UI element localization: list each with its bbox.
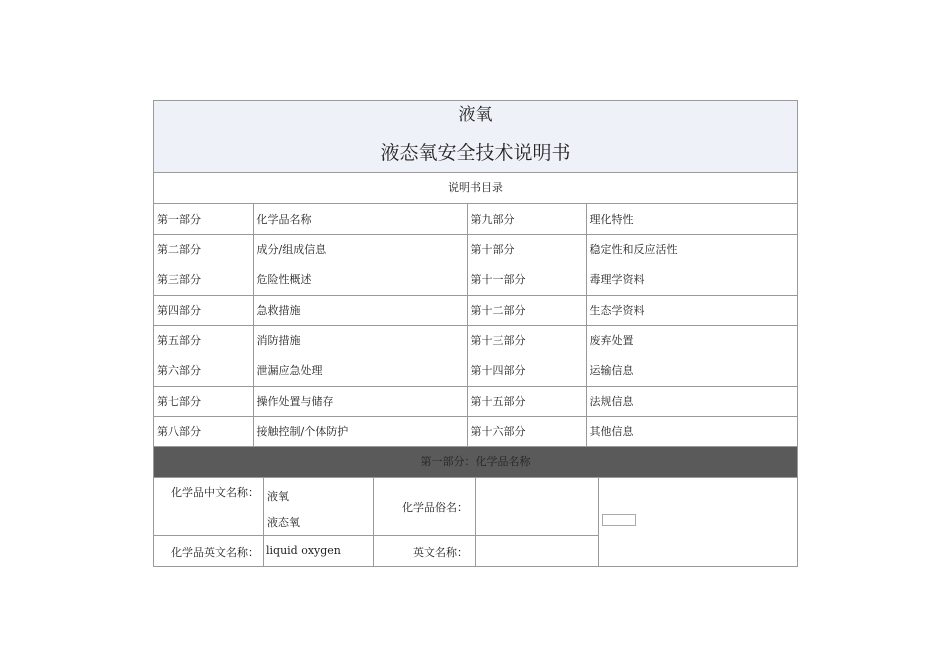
section-1-header: 第一部分：化学品名称: [154, 447, 797, 478]
toc-row: [154, 204, 797, 234]
toc-cell-l-part: 第一部分: [154, 204, 253, 234]
toc-cell-r-part: 第十二部分: [467, 295, 586, 325]
toc-entry: 第十四部分: [470, 363, 526, 377]
toc-entry: 运输信息: [589, 363, 634, 377]
toc-table: [154, 204, 797, 447]
toc-cell-r-part: [467, 234, 586, 295]
common-name-label: 化学品俗名：: [402, 500, 468, 514]
toc-cell-l-part: [154, 325, 253, 386]
toc-row: [154, 325, 797, 386]
toc-row: [154, 295, 797, 325]
toc-cell-r-name: 理化特性: [586, 204, 797, 234]
toc-entry: 稳定性和反应活性: [589, 242, 678, 256]
toc-entry: 废弃处置: [589, 333, 634, 347]
toc-cell-r-part: 第十五部分: [467, 386, 586, 416]
toc-entry: 消防措施: [256, 333, 301, 347]
toc-cell-r-name: 生态学资料: [586, 295, 797, 325]
toc-cell-r-part: [467, 325, 586, 386]
toc-cell-l-name: [253, 325, 467, 386]
cn-name-label: 化学品中文名称：: [171, 485, 259, 499]
toc-cell-l-part: 第七部分: [154, 386, 253, 416]
cn-name-value: 液氧: [267, 489, 289, 503]
toc-entry: 第五部分: [157, 333, 201, 347]
toc-title: 说明书目录: [154, 173, 797, 204]
toc-cell-l-part: 第八部分: [154, 416, 253, 446]
toc-cell-l-part: [154, 234, 253, 295]
toc-cell-r-name: 法规信息: [586, 386, 797, 416]
toc-cell-l-name: 急救措施: [253, 295, 467, 325]
en-name-value: liquid oxygen: [266, 543, 341, 557]
toc-cell-r-name: [586, 325, 797, 386]
document-header: [154, 101, 797, 173]
toc-row: [154, 416, 797, 446]
toc-cell-r-name: [586, 234, 797, 295]
cn-name-values: [267, 484, 300, 536]
chemical-names-block: [154, 478, 797, 566]
document-subtitle: 液态氧安全技术说明书: [380, 142, 571, 164]
toc-row: [154, 234, 797, 295]
toc-cell-l-part: 第四部分: [154, 295, 253, 325]
toc-entry: 第二部分: [157, 242, 201, 256]
toc-entry: 危险性概述: [256, 272, 312, 286]
toc-entry: 第十部分: [470, 242, 515, 256]
toc-cell-r-name: 其他信息: [586, 416, 797, 446]
toc-entry: 毒理学资料: [589, 272, 645, 286]
toc-cell-r-part: 第十六部分: [467, 416, 586, 446]
toc-entry: 第十三部分: [470, 333, 526, 347]
toc-cell-l-name: 操作处置与储存: [253, 386, 467, 416]
toc-cell-l-name: [253, 234, 467, 295]
cn-name-value: 液态氧: [267, 515, 300, 529]
toc-row: [154, 386, 797, 416]
toc-cell-r-part: 第九部分: [467, 204, 586, 234]
en-alias-label: 英文名称：: [413, 545, 468, 559]
toc-cell-l-name: 化学品名称: [253, 204, 467, 234]
toc-entry: 第十一部分: [470, 272, 526, 286]
small-input-box: [602, 514, 636, 526]
en-name-label: 化学品英文名称：: [171, 545, 259, 559]
toc-entry: 第三部分: [157, 272, 201, 286]
toc-entry: 泄漏应急处理: [256, 363, 323, 377]
msds-sheet: [153, 100, 798, 567]
document-title: 液氧: [458, 105, 493, 125]
toc-entry: 第六部分: [157, 363, 201, 377]
toc-entry: 成分/组成信息: [256, 242, 327, 256]
toc-cell-l-name: 接触控制/个体防护: [253, 416, 467, 446]
